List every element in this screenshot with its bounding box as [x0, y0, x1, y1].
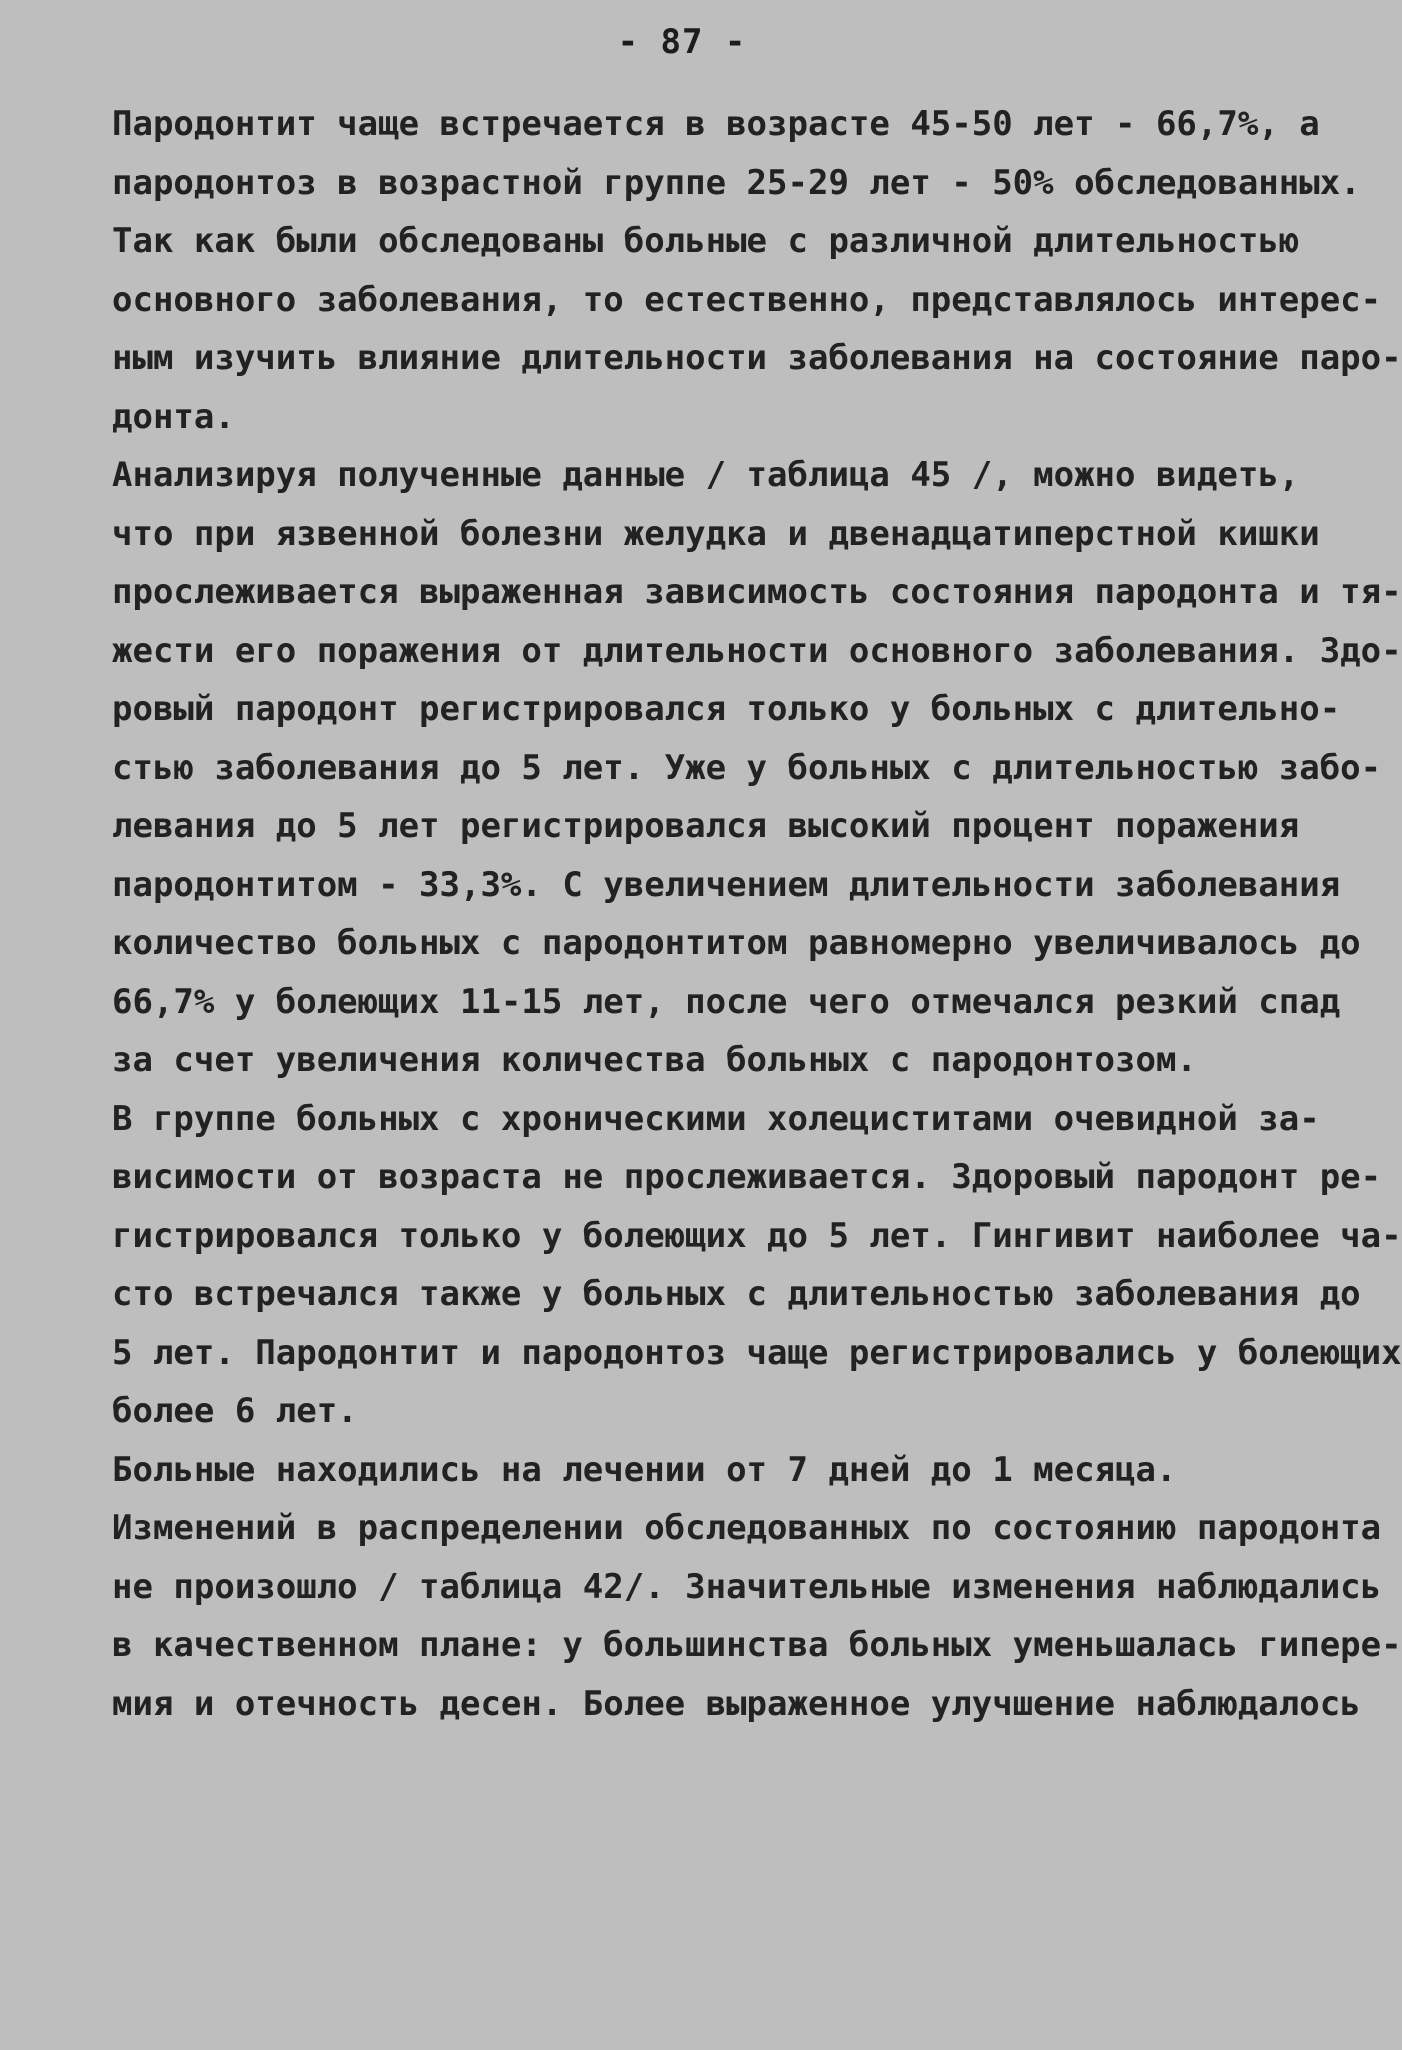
text-line: пародонтоз в возрастной группе 25-29 лет - 50% обследованных. [112, 162, 1361, 203]
text-line: количество больных с пародонтитом равномерно увеличивалось до [112, 923, 1361, 963]
text-line: Больные находились на лечении от 7 дней до 1 месяца. [112, 1449, 1177, 1490]
text-line: Так как были обследованы больные с различной длительностью [112, 221, 1300, 261]
text-line: Пародонтит чаще встречается в возрасте 45-50 лет - 66,7%, а [112, 104, 1320, 144]
text-line: донта. [112, 396, 235, 437]
text-line: прослеживается выраженная зависимость состояния пародонта и тя- [112, 572, 1402, 612]
text-line: что при язвенной болезни желудка и двенадцатиперстной кишки [112, 513, 1320, 554]
text-line: Анализируя полученные данные / таблица 45 /, можно видеть, [112, 455, 1300, 495]
text-line: за счет увеличения количества больных с пародонтозом. [112, 1040, 1197, 1080]
text-line: В группе больных с хроническими холециститами очевидной за- [112, 1098, 1320, 1139]
text-line: мия и отечность десен. Более выраженное улучшение наблюдалось [112, 1683, 1361, 1724]
text-line: Изменений в распределении обследованных по состоянию пародонта [112, 1508, 1382, 1548]
text-line: основного заболевания, то естественно, представлялось интерес- [112, 279, 1382, 320]
page-number: - 87 - [617, 22, 747, 62]
text-line: левания до 5 лет регистрировался высокий процент поражения [112, 806, 1300, 846]
text-line: 5 лет. Пародонтит и пародонтоз чаще регистрировались у болеющих [112, 1332, 1402, 1373]
text-line: пародонтитом - 33,3%. С увеличением длительности заболевания [112, 864, 1341, 905]
text-line: в качественном плане: у большинства больных уменьшалась гипере- [112, 1625, 1402, 1665]
text-line: ровый пародонт регистрировался только у больных с длительно- [112, 689, 1341, 729]
text-line: жести его поражения от длительности основного заболевания. Здо- [112, 630, 1402, 671]
text-line: ным изучить влияние длительности заболевания на состояние паро- [112, 338, 1402, 378]
text-line: стью заболевания до 5 лет. Уже у больных с длительностью забо- [112, 747, 1382, 788]
body-text [112, 95, 1402, 1733]
text-line: не произошло / таблица 42/. Значительные изменения наблюдались [112, 1566, 1382, 1607]
text-line: 66,7% у болеющих 11-15 лет, после чего отмечался резкий спад [112, 981, 1341, 1022]
text-line: гистрировался только у болеющих до 5 лет. Гингивит наиболее ча- [112, 1215, 1402, 1256]
text-line: сто встречался также у больных с длительностью заболевания до [112, 1274, 1361, 1314]
text-line: висимости от возраста не прослеживается. Здоровый пародонт ре- [112, 1157, 1382, 1197]
text-line: более 6 лет. [112, 1391, 358, 1431]
